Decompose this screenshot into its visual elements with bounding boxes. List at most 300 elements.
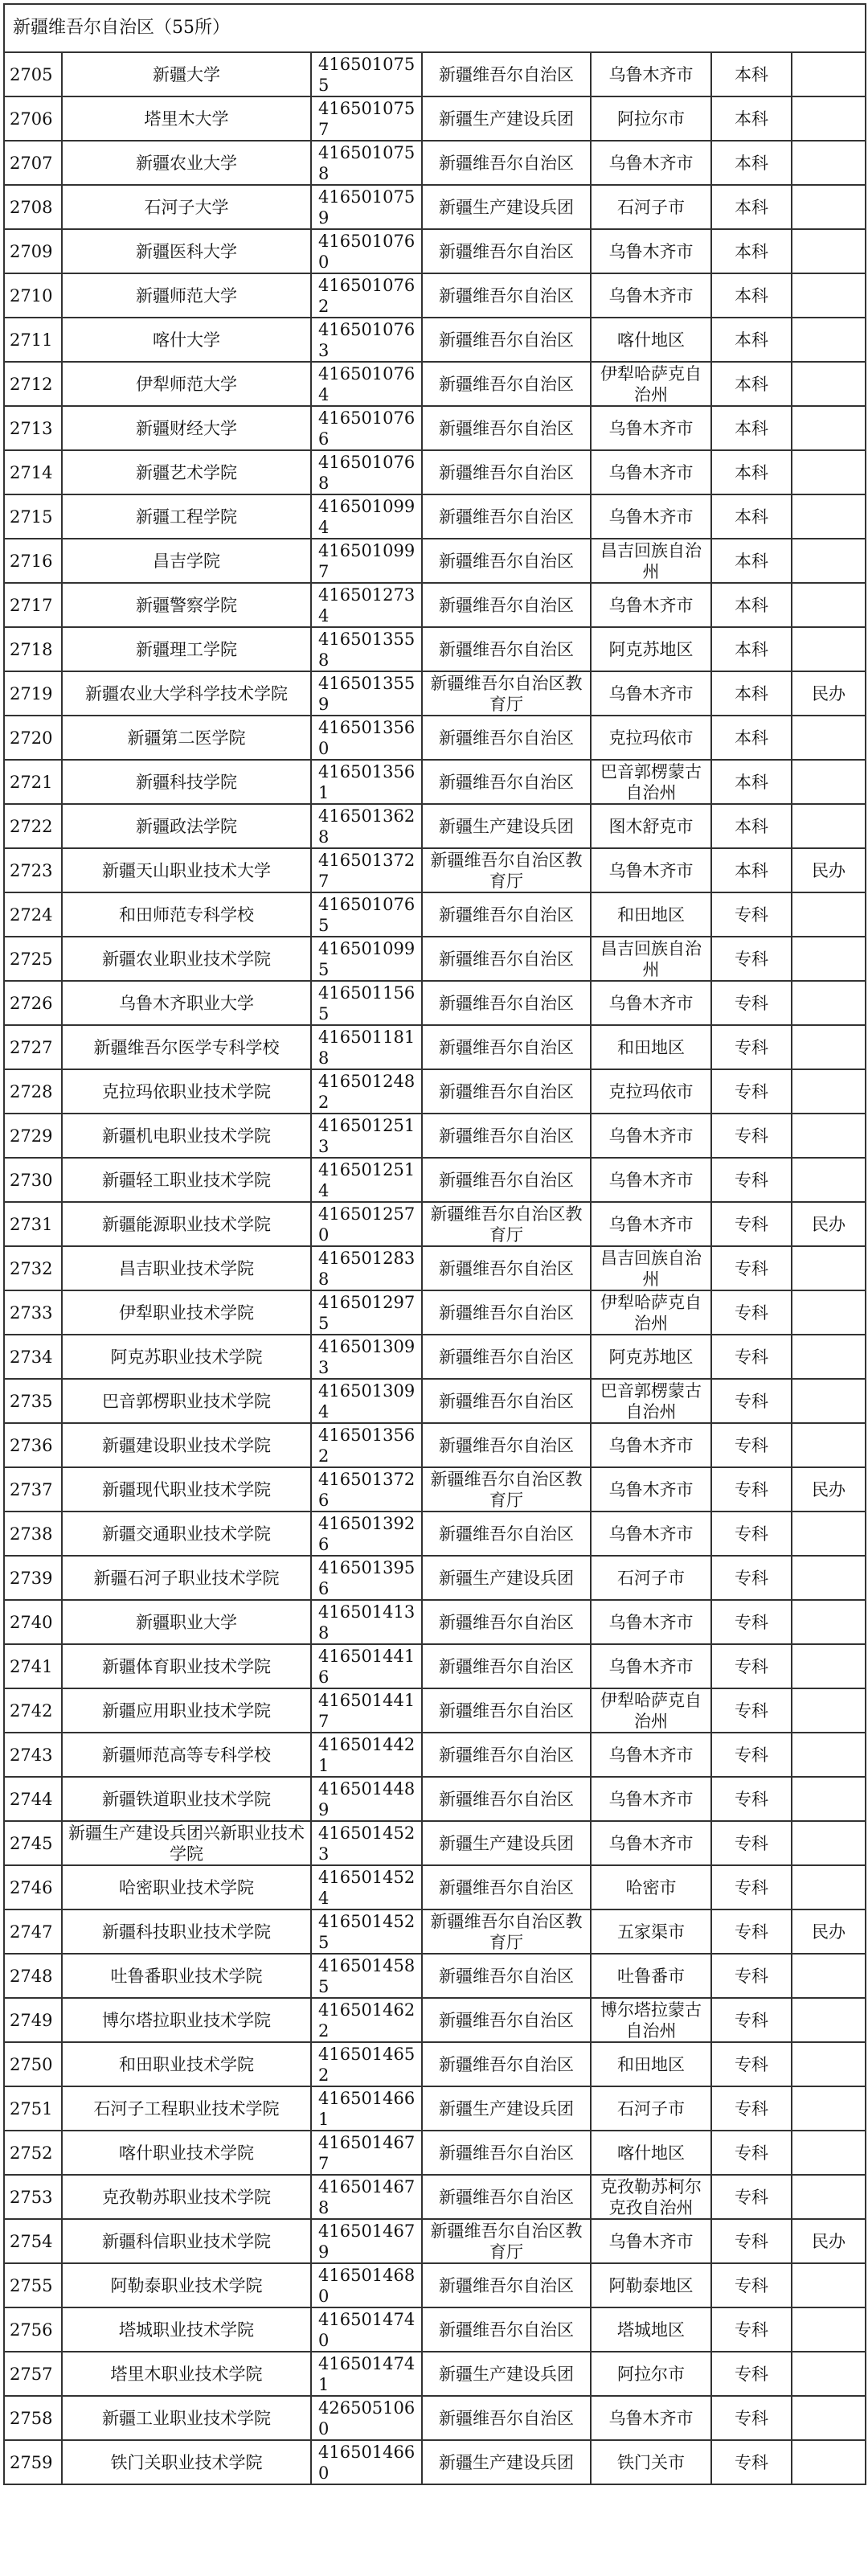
school-name-cell: 石河子大学: [62, 185, 311, 229]
authority-cell: 新疆生产建设兵团: [422, 2086, 591, 2131]
location-cell: 乌鲁木齐市: [591, 1467, 711, 1512]
level-cell: 本科: [711, 52, 792, 96]
level-cell: 本科: [711, 539, 792, 583]
school-name-cell: 新疆工业职业技术学院: [62, 2396, 311, 2440]
school-name-cell: 喀什大学: [62, 318, 311, 362]
level-cell: 专科: [711, 1512, 792, 1556]
school-code-cell: 4165012482: [311, 1069, 422, 1114]
school-code-cell: 4165014652: [311, 2042, 422, 2086]
location-cell: 乌鲁木齐市: [591, 1644, 711, 1688]
location-cell: 乌鲁木齐市: [591, 1512, 711, 1556]
school-name-cell: 新疆生产建设兵团兴新职业技术学院: [62, 1821, 311, 1865]
school-name-cell: 塔里木大学: [62, 96, 311, 141]
level-cell: 专科: [711, 1114, 792, 1158]
level-cell: 本科: [711, 494, 792, 539]
table-row: [4, 1733, 866, 1777]
remark-cell: [792, 406, 866, 450]
authority-cell: 新疆维吾尔自治区: [422, 1069, 591, 1114]
location-cell: 乌鲁木齐市: [591, 981, 711, 1025]
serial-number-cell: 2727: [4, 1025, 62, 1069]
level-cell: 本科: [711, 229, 792, 273]
remark-cell: [792, 2396, 866, 2440]
school-code-cell: 4165010764: [311, 362, 422, 406]
school-name-cell: 新疆农业大学: [62, 141, 311, 185]
table-row: [4, 671, 866, 716]
serial-number-cell: 2758: [4, 2396, 62, 2440]
level-cell: 专科: [711, 1909, 792, 1954]
school-name-cell: 新疆科技学院: [62, 760, 311, 804]
level-cell: 专科: [711, 1467, 792, 1512]
authority-cell: 新疆维吾尔自治区: [422, 2131, 591, 2175]
table-row: [4, 494, 866, 539]
school-name-cell: 新疆农业职业技术学院: [62, 937, 311, 981]
location-cell: 喀什地区: [591, 2131, 711, 2175]
school-code-cell: 4165012570: [311, 1202, 422, 1246]
table-row: [4, 1290, 866, 1335]
serial-number-cell: 2711: [4, 318, 62, 362]
authority-cell: 新疆维吾尔自治区: [422, 2042, 591, 2086]
authority-cell: 新疆维吾尔自治区: [422, 1954, 591, 1998]
school-code-cell: 4165010766: [311, 406, 422, 450]
school-code-cell: 4165012514: [311, 1158, 422, 1202]
table-row: [4, 627, 866, 671]
school-name-cell: 巴音郭楞职业技术学院: [62, 1379, 311, 1423]
level-cell: 专科: [711, 1246, 792, 1290]
serial-number-cell: 2732: [4, 1246, 62, 1290]
table-row: [4, 96, 866, 141]
serial-number-cell: 2715: [4, 494, 62, 539]
school-name-cell: 新疆科信职业技术学院: [62, 2219, 311, 2263]
school-name-cell: 新疆艺术学院: [62, 450, 311, 494]
serial-number-cell: 2728: [4, 1069, 62, 1114]
serial-number-cell: 2748: [4, 1954, 62, 1998]
school-name-cell: 新疆财经大学: [62, 406, 311, 450]
serial-number-cell: 2730: [4, 1158, 62, 1202]
location-cell: 伊犁哈萨克自治州: [591, 362, 711, 406]
location-cell: 乌鲁木齐市: [591, 848, 711, 892]
remark-cell: [792, 1114, 866, 1158]
level-cell: 本科: [711, 96, 792, 141]
serial-number-cell: 2708: [4, 185, 62, 229]
level-cell: 专科: [711, 1998, 792, 2042]
school-name-cell: 新疆第二医学院: [62, 716, 311, 760]
school-list-sheet: [3, 3, 865, 2485]
authority-cell: 新疆生产建设兵团: [422, 96, 591, 141]
school-code-cell: 4165012513: [311, 1114, 422, 1158]
authority-cell: 新疆维吾尔自治区: [422, 1158, 591, 1202]
remark-cell: [792, 1865, 866, 1909]
table-row: [4, 2042, 866, 2086]
remark-cell: [792, 362, 866, 406]
location-cell: 巴音郭楞蒙古自治州: [591, 1379, 711, 1423]
table-row: [4, 362, 866, 406]
table-row: [4, 583, 866, 627]
table-row: [4, 1777, 866, 1821]
level-cell: 专科: [711, 937, 792, 981]
location-cell: 昌吉回族自治州: [591, 539, 711, 583]
table-row: [4, 539, 866, 583]
remark-cell: [792, 450, 866, 494]
remark-cell: 民办: [792, 1202, 866, 1246]
level-cell: 专科: [711, 2352, 792, 2396]
remark-cell: [792, 937, 866, 981]
authority-cell: 新疆维吾尔自治区: [422, 141, 591, 185]
location-cell: 和田地区: [591, 1025, 711, 1069]
school-code-cell: 4165011818: [311, 1025, 422, 1069]
table-row: [4, 848, 866, 892]
school-name-cell: 塔里木职业技术学院: [62, 2352, 311, 2396]
authority-cell: 新疆维吾尔自治区教育厅: [422, 2219, 591, 2263]
serial-number-cell: 2716: [4, 539, 62, 583]
location-cell: 博尔塔拉蒙古自治州: [591, 1998, 711, 2042]
remark-cell: [792, 1556, 866, 1600]
authority-cell: 新疆生产建设兵团: [422, 804, 591, 848]
school-name-cell: 伊犁职业技术学院: [62, 1290, 311, 1335]
authority-cell: 新疆维吾尔自治区: [422, 1998, 591, 2042]
authority-cell: 新疆维吾尔自治区: [422, 1777, 591, 1821]
school-code-cell: 4165014622: [311, 1998, 422, 2042]
level-cell: 专科: [711, 1777, 792, 1821]
serial-number-cell: 2746: [4, 1865, 62, 1909]
school-name-cell: 阿克苏职业技术学院: [62, 1335, 311, 1379]
serial-number-cell: 2720: [4, 716, 62, 760]
remark-cell: [792, 1512, 866, 1556]
level-cell: 专科: [711, 2440, 792, 2484]
level-cell: 专科: [711, 2219, 792, 2263]
location-cell: 和田地区: [591, 892, 711, 937]
level-cell: 专科: [711, 1290, 792, 1335]
level-cell: 专科: [711, 1423, 792, 1467]
school-code-cell: 4165010755: [311, 52, 422, 96]
serial-number-cell: 2722: [4, 804, 62, 848]
authority-cell: 新疆维吾尔自治区: [422, 1246, 591, 1290]
level-cell: 专科: [711, 1335, 792, 1379]
authority-cell: 新疆生产建设兵团: [422, 2352, 591, 2396]
school-code-cell: 4165013726: [311, 1467, 422, 1512]
remark-cell: [792, 981, 866, 1025]
authority-cell: 新疆维吾尔自治区: [422, 362, 591, 406]
school-name-cell: 新疆职业大学: [62, 1600, 311, 1644]
location-cell: 克拉玛依市: [591, 1069, 711, 1114]
location-cell: 伊犁哈萨克自治州: [591, 1688, 711, 1733]
level-cell: 专科: [711, 1821, 792, 1865]
serial-number-cell: 2754: [4, 2219, 62, 2263]
school-name-cell: 新疆机电职业技术学院: [62, 1114, 311, 1158]
school-code-cell: 4165010995: [311, 937, 422, 981]
location-cell: 吐鲁番市: [591, 1954, 711, 1998]
authority-cell: 新疆维吾尔自治区: [422, 1512, 591, 1556]
school-code-cell: 4165012975: [311, 1290, 422, 1335]
table-row: [4, 273, 866, 318]
school-name-cell: 新疆能源职业技术学院: [62, 1202, 311, 1246]
table-row: [4, 1069, 866, 1114]
location-cell: 乌鲁木齐市: [591, 583, 711, 627]
authority-cell: 新疆生产建设兵团: [422, 1556, 591, 1600]
location-cell: 乌鲁木齐市: [591, 1777, 711, 1821]
school-code-cell: 4165013926: [311, 1512, 422, 1556]
school-name-cell: 新疆铁道职业技术学院: [62, 1777, 311, 1821]
level-cell: 本科: [711, 848, 792, 892]
authority-cell: 新疆维吾尔自治区: [422, 539, 591, 583]
school-code-cell: 4165014679: [311, 2219, 422, 2263]
school-name-cell: 新疆交通职业技术学院: [62, 1512, 311, 1556]
remark-cell: [792, 2307, 866, 2352]
school-name-cell: 新疆医科大学: [62, 229, 311, 273]
level-cell: 本科: [711, 450, 792, 494]
table-row: [4, 141, 866, 185]
table-row: [4, 892, 866, 937]
table-row: [4, 2307, 866, 2352]
school-code-cell: 4165010759: [311, 185, 422, 229]
table-row: [4, 52, 866, 96]
serial-number-cell: 2736: [4, 1423, 62, 1467]
serial-number-cell: 2712: [4, 362, 62, 406]
table-row: [4, 1025, 866, 1069]
school-name-cell: 乌鲁木齐职业大学: [62, 981, 311, 1025]
location-cell: 乌鲁木齐市: [591, 1600, 711, 1644]
level-cell: 专科: [711, 1733, 792, 1777]
school-code-cell: 4165014525: [311, 1909, 422, 1954]
location-cell: 图木舒克市: [591, 804, 711, 848]
authority-cell: 新疆维吾尔自治区: [422, 583, 591, 627]
authority-cell: 新疆维吾尔自治区: [422, 406, 591, 450]
school-code-cell: 4165014740: [311, 2307, 422, 2352]
table-row: [4, 450, 866, 494]
level-cell: 专科: [711, 2307, 792, 2352]
school-name-cell: 伊犁师范大学: [62, 362, 311, 406]
school-code-cell: 4165014417: [311, 1688, 422, 1733]
school-code-cell: 4165014523: [311, 1821, 422, 1865]
level-cell: 本科: [711, 671, 792, 716]
serial-number-cell: 2726: [4, 981, 62, 1025]
authority-cell: 新疆维吾尔自治区: [422, 892, 591, 937]
school-name-cell: 铁门关职业技术学院: [62, 2440, 311, 2484]
school-code-cell: 4165010765: [311, 892, 422, 937]
school-name-cell: 新疆农业大学科学技术学院: [62, 671, 311, 716]
serial-number-cell: 2729: [4, 1114, 62, 1158]
authority-cell: 新疆维吾尔自治区: [422, 229, 591, 273]
remark-cell: [792, 1733, 866, 1777]
remark-cell: [792, 185, 866, 229]
school-name-cell: 新疆维吾尔医学专科学校: [62, 1025, 311, 1069]
school-code-cell: 4165010758: [311, 141, 422, 185]
school-name-cell: 克拉玛依职业技术学院: [62, 1069, 311, 1114]
location-cell: 乌鲁木齐市: [591, 52, 711, 96]
remark-cell: [792, 1335, 866, 1379]
table-row: [4, 1379, 866, 1423]
location-cell: 乌鲁木齐市: [591, 273, 711, 318]
level-cell: 专科: [711, 1379, 792, 1423]
serial-number-cell: 2744: [4, 1777, 62, 1821]
location-cell: 乌鲁木齐市: [591, 450, 711, 494]
remark-cell: [792, 2086, 866, 2131]
remark-cell: [792, 2352, 866, 2396]
school-code-cell: 4165010763: [311, 318, 422, 362]
authority-cell: 新疆维吾尔自治区: [422, 937, 591, 981]
school-name-cell: 吐鲁番职业技术学院: [62, 1954, 311, 1998]
remark-cell: [792, 1821, 866, 1865]
table-row: [4, 318, 866, 362]
school-code-cell: 4165014680: [311, 2263, 422, 2307]
location-cell: 乌鲁木齐市: [591, 1423, 711, 1467]
serial-number-cell: 2717: [4, 583, 62, 627]
school-name-cell: 新疆体育职业技术学院: [62, 1644, 311, 1688]
remark-cell: [792, 1069, 866, 1114]
serial-number-cell: 2735: [4, 1379, 62, 1423]
level-cell: 专科: [711, 981, 792, 1025]
school-code-cell: 4165013628: [311, 804, 422, 848]
table-row: [4, 1114, 866, 1158]
location-cell: 乌鲁木齐市: [591, 2396, 711, 2440]
serial-number-cell: 2709: [4, 229, 62, 273]
remark-cell: [792, 1998, 866, 2042]
level-cell: 本科: [711, 760, 792, 804]
authority-cell: 新疆维吾尔自治区: [422, 2307, 591, 2352]
serial-number-cell: 2745: [4, 1821, 62, 1865]
school-name-cell: 哈密职业技术学院: [62, 1865, 311, 1909]
serial-number-cell: 2725: [4, 937, 62, 981]
school-code-cell: 4165012838: [311, 1246, 422, 1290]
remark-cell: [792, 892, 866, 937]
level-cell: 专科: [711, 1202, 792, 1246]
school-code-cell: 4165014138: [311, 1600, 422, 1644]
level-cell: 专科: [711, 1158, 792, 1202]
location-cell: 和田地区: [591, 2042, 711, 2086]
table-row: [4, 1512, 866, 1556]
authority-cell: 新疆维吾尔自治区: [422, 1688, 591, 1733]
remark-cell: [792, 1158, 866, 1202]
serial-number-cell: 2740: [4, 1600, 62, 1644]
table-row: [4, 406, 866, 450]
serial-number-cell: 2757: [4, 2352, 62, 2396]
remark-cell: [792, 1777, 866, 1821]
serial-number-cell: 2742: [4, 1688, 62, 1733]
remark-cell: [792, 2042, 866, 2086]
authority-cell: 新疆维吾尔自治区: [422, 52, 591, 96]
location-cell: 铁门关市: [591, 2440, 711, 2484]
school-code-cell: 4165010994: [311, 494, 422, 539]
serial-number-cell: 2743: [4, 1733, 62, 1777]
school-name-cell: 新疆应用职业技术学院: [62, 1688, 311, 1733]
remark-cell: [792, 2131, 866, 2175]
school-code-cell: 4165014661: [311, 2086, 422, 2131]
remark-cell: [792, 494, 866, 539]
table-row: [4, 1821, 866, 1865]
school-code-cell: 4165013727: [311, 848, 422, 892]
authority-cell: 新疆维吾尔自治区: [422, 1335, 591, 1379]
remark-cell: [792, 52, 866, 96]
level-cell: 本科: [711, 583, 792, 627]
serial-number-cell: 2737: [4, 1467, 62, 1512]
table-row: [4, 1688, 866, 1733]
school-code-cell: 4165013562: [311, 1423, 422, 1467]
table-row: [4, 2131, 866, 2175]
serial-number-cell: 2724: [4, 892, 62, 937]
serial-number-cell: 2738: [4, 1512, 62, 1556]
location-cell: 乌鲁木齐市: [591, 2219, 711, 2263]
school-name-cell: 新疆理工学院: [62, 627, 311, 671]
serial-number-cell: 2733: [4, 1290, 62, 1335]
table-row: [4, 1954, 866, 1998]
level-cell: 专科: [711, 892, 792, 937]
school-name-cell: 新疆科技职业技术学院: [62, 1909, 311, 1954]
authority-cell: 新疆维吾尔自治区: [422, 716, 591, 760]
table-row: [4, 229, 866, 273]
location-cell: 阿克苏地区: [591, 1335, 711, 1379]
school-name-cell: 新疆现代职业技术学院: [62, 1467, 311, 1512]
table-row: [4, 2396, 866, 2440]
table-row: [4, 716, 866, 760]
level-cell: 专科: [711, 2396, 792, 2440]
table-row: [4, 981, 866, 1025]
serial-number-cell: 2734: [4, 1335, 62, 1379]
authority-cell: 新疆维吾尔自治区教育厅: [422, 1467, 591, 1512]
remark-cell: [792, 804, 866, 848]
serial-number-cell: 2752: [4, 2131, 62, 2175]
authority-cell: 新疆维吾尔自治区: [422, 760, 591, 804]
location-cell: 五家渠市: [591, 1909, 711, 1954]
serial-number-cell: 2723: [4, 848, 62, 892]
table-row: [4, 2175, 866, 2219]
school-name-cell: 阿勒泰职业技术学院: [62, 2263, 311, 2307]
school-code-cell: 4165014585: [311, 1954, 422, 1998]
school-table: [3, 3, 866, 2485]
location-cell: 昌吉回族自治州: [591, 937, 711, 981]
school-code-cell: 4165013093: [311, 1335, 422, 1379]
location-cell: 石河子市: [591, 2086, 711, 2131]
school-name-cell: 新疆工程学院: [62, 494, 311, 539]
school-name-cell: 新疆轻工职业技术学院: [62, 1158, 311, 1202]
school-name-cell: 新疆天山职业技术大学: [62, 848, 311, 892]
table-row: [4, 1467, 866, 1512]
authority-cell: 新疆维吾尔自治区: [422, 2175, 591, 2219]
location-cell: 乌鲁木齐市: [591, 141, 711, 185]
serial-number-cell: 2705: [4, 52, 62, 96]
level-cell: 专科: [711, 1600, 792, 1644]
level-cell: 本科: [711, 716, 792, 760]
remark-cell: [792, 1246, 866, 1290]
level-cell: 专科: [711, 1025, 792, 1069]
table-row: [4, 1998, 866, 2042]
school-code-cell: 4165012734: [311, 583, 422, 627]
remark-cell: [792, 1379, 866, 1423]
serial-number-cell: 2741: [4, 1644, 62, 1688]
location-cell: 乌鲁木齐市: [591, 494, 711, 539]
authority-cell: 新疆维吾尔自治区: [422, 1114, 591, 1158]
authority-cell: 新疆维吾尔自治区: [422, 318, 591, 362]
authority-cell: 新疆生产建设兵团: [422, 2440, 591, 2484]
school-code-cell: 4165010757: [311, 96, 422, 141]
level-cell: 本科: [711, 273, 792, 318]
remark-cell: [792, 1290, 866, 1335]
location-cell: 巴音郭楞蒙古自治州: [591, 760, 711, 804]
authority-cell: 新疆维吾尔自治区: [422, 627, 591, 671]
school-code-cell: 4165014421: [311, 1733, 422, 1777]
table-row: [4, 1246, 866, 1290]
authority-cell: 新疆维吾尔自治区教育厅: [422, 848, 591, 892]
remark-cell: [792, 96, 866, 141]
location-cell: 克孜勒苏柯尔克孜自治州: [591, 2175, 711, 2219]
school-name-cell: 新疆石河子职业技术学院: [62, 1556, 311, 1600]
table-row: [4, 2263, 866, 2307]
location-cell: 乌鲁木齐市: [591, 1158, 711, 1202]
authority-cell: 新疆生产建设兵团: [422, 1821, 591, 1865]
serial-number-cell: 2718: [4, 627, 62, 671]
serial-number-cell: 2755: [4, 2263, 62, 2307]
school-name-cell: 和田职业技术学院: [62, 2042, 311, 2086]
level-cell: 本科: [711, 318, 792, 362]
authority-cell: 新疆维吾尔自治区: [422, 1733, 591, 1777]
